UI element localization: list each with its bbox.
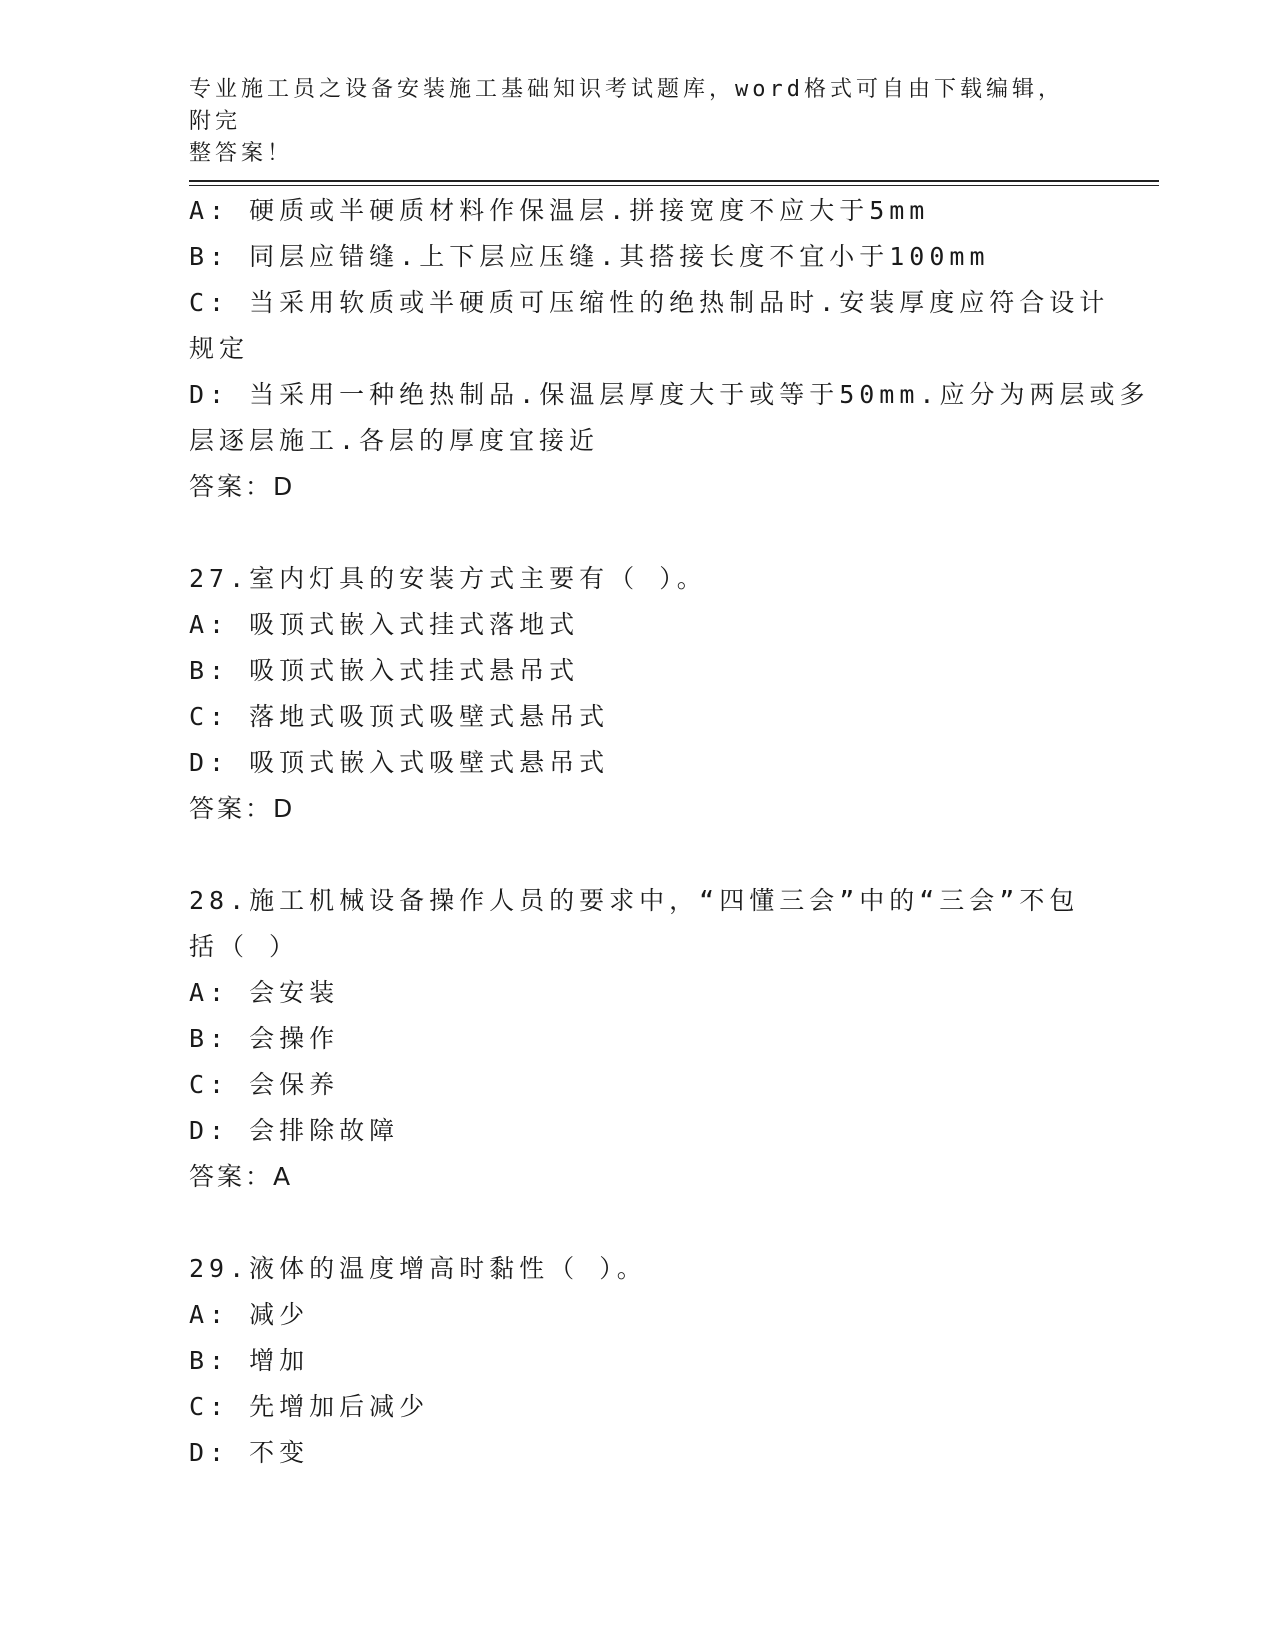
document-header [189, 74, 1069, 170]
answer-line: 答案：A [189, 1162, 294, 1191]
option-line: C: 当采用软质或半硬质可压缩性的绝热制品时.安装厚度应符合设计 [189, 288, 1110, 317]
option-line: 层逐层施工.各层的厚度宜接近 [189, 426, 600, 455]
question-stem: 29.液体的温度增高时黏性（ ）。 [189, 1254, 647, 1283]
option-b: B: 会操作 [189, 1024, 340, 1053]
question-content [189, 188, 1150, 1476]
question-28 [189, 878, 1089, 1200]
option-line: B: 同层应错缝.上下层应压缝.其搭接长度不宜小于100mm [189, 242, 990, 271]
question-stem: 28.施工机械设备操作人员的要求中，“四懂三会”中的“三会”不包 [189, 886, 1080, 915]
answer-line: 答案：D [189, 472, 296, 501]
option-b: B: 增加 [189, 1346, 310, 1375]
option-c: C: 先增加后减少 [189, 1392, 430, 1421]
spacer [189, 1200, 1089, 1246]
option-c: C: 落地式吸顶式吸壁式悬吊式 [189, 702, 610, 731]
spacer [189, 832, 1089, 878]
question-stem-continued: 括（ ） [189, 932, 300, 961]
option-c: C: 会保养 [189, 1070, 340, 1099]
question-29 [189, 1246, 1089, 1476]
option-d: D: 吸顶式嵌入式吸壁式悬吊式 [189, 748, 610, 777]
option-d: D: 不变 [189, 1438, 310, 1467]
option-d: D: 会排除故障 [189, 1116, 400, 1145]
option-line: D: 当采用一种绝热制品.保温层厚度大于或等于50mm.应分为两层或多 [189, 380, 1150, 409]
option-a: A: 减少 [189, 1300, 310, 1329]
header-line-2: 整答案！ [189, 141, 294, 166]
option-b: B: 吸顶式嵌入式挂式悬吊式 [189, 656, 580, 685]
option-line: 规定 [189, 334, 250, 363]
question-27 [189, 556, 1089, 832]
spacer [189, 510, 1089, 556]
header-line-1: 专业施工员之设备安装施工基础知识考试题库，word格式可自由下载编辑，附完 [189, 77, 1064, 134]
option-a: A: 吸顶式嵌入式挂式落地式 [189, 610, 580, 639]
question-stem: 27.室内灯具的安装方式主要有（ ）。 [189, 564, 707, 593]
header-divider-thick [189, 180, 1159, 182]
header-divider-thin [189, 185, 1159, 186]
answer-line: 答案：D [189, 794, 296, 823]
option-a: A: 会安装 [189, 978, 340, 1007]
question-26-partial [189, 188, 1150, 510]
option-line: A: 硬质或半硬质材料作保温层.拼接宽度不应大于5mm [189, 196, 930, 225]
